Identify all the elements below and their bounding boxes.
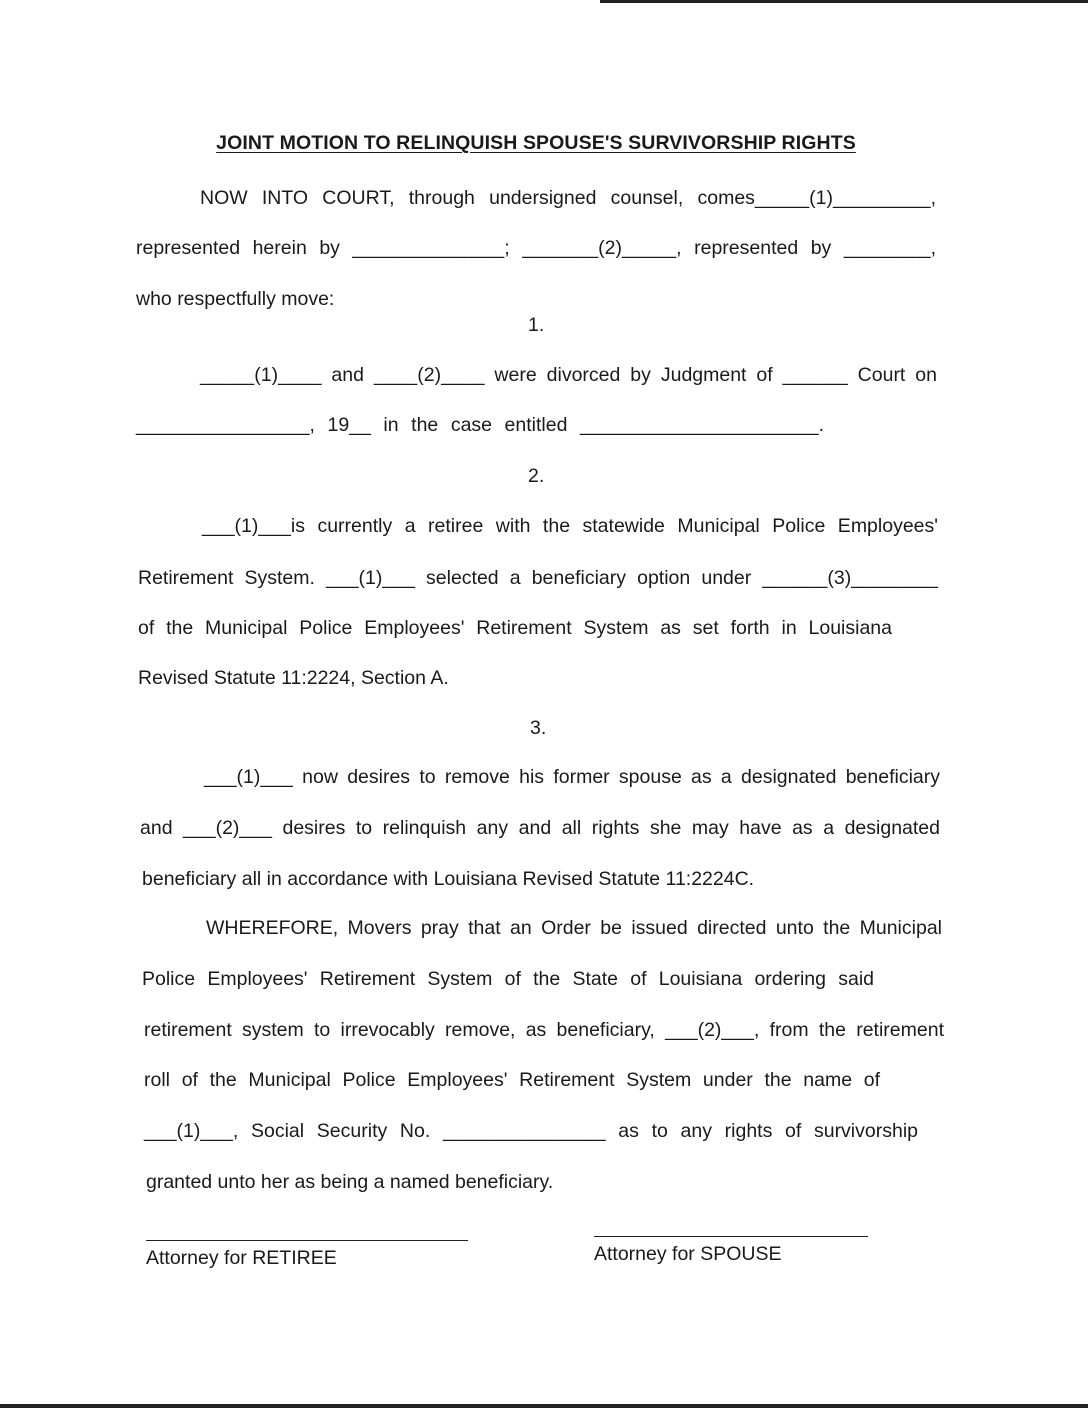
section-2-line-1: ___(1)___is currently a retiree with the statewide Municipal Police Employees' xyxy=(202,515,938,537)
intro-line-2: represented herein by ______________; _______(2)_____, represented by ________, xyxy=(136,237,936,259)
intro-line-1: NOW INTO COURT, through undersigned counsel, comes_____(1)_________, xyxy=(200,187,936,209)
retiree-signature-line[interactable] xyxy=(146,1240,468,1241)
wherefore-line-2: Police Employees' Retirement System of the State of Louisiana ordering said xyxy=(142,968,874,990)
document-title: JOINT MOTION TO RELINQUISH SPOUSE'S SURVIVORSHIP RIGHTS xyxy=(216,132,856,154)
wherefore-line-4: roll of the Municipal Police Employees' Retirement System under the name of xyxy=(144,1069,880,1091)
spouse-signature-line[interactable] xyxy=(594,1236,868,1237)
section-1-line-2: ________________, 19__ in the case entitled ______________________. xyxy=(136,414,824,436)
section-3-line-3: beneficiary all in accordance with Louisiana Revised Statute 11:2224C. xyxy=(142,868,755,890)
wherefore-line-5: ___(1)___, Social Security No. _______________ as to any rights of survivorship xyxy=(144,1120,918,1142)
section-2-number: 2. xyxy=(528,465,545,487)
section-2-line-4: Revised Statute 11:2224, Section A. xyxy=(138,667,449,689)
wherefore-line-6: granted unto her as being a named beneficiary. xyxy=(146,1171,554,1193)
retiree-attorney-label: Attorney for RETIREE xyxy=(146,1247,337,1269)
wherefore-line-1: WHEREFORE, Movers pray that an Order be issued directed unto the Municipal xyxy=(206,917,942,939)
wherefore-line-3: retirement system to irrevocably remove, as beneficiary, ___(2)___, from the retirement xyxy=(144,1019,944,1041)
section-3-number: 3. xyxy=(530,717,547,739)
scan-edge-top xyxy=(600,0,1088,3)
section-1-number: 1. xyxy=(528,314,545,336)
section-3-line-1: ___(1)___ now desires to remove his former spouse as a designated beneficiary xyxy=(204,766,940,788)
section-3-line-2: and ___(2)___ desires to relinquish any and all rights she may have as a designated xyxy=(140,817,940,839)
intro-line-3: who respectfully move: xyxy=(136,288,335,310)
section-1-line-1: _____(1)____ and ____(2)____ were divorced by Judgment of ______ Court on xyxy=(200,364,937,386)
spouse-attorney-label: Attorney for SPOUSE xyxy=(594,1243,782,1265)
section-2-line-3: of the Municipal Police Employees' Retirement System as set forth in Louisiana xyxy=(138,617,892,639)
scan-edge-bottom xyxy=(0,1404,1088,1408)
section-2-line-2: Retirement System. ___(1)___ selected a beneficiary option under ______(3)________ xyxy=(138,567,938,589)
